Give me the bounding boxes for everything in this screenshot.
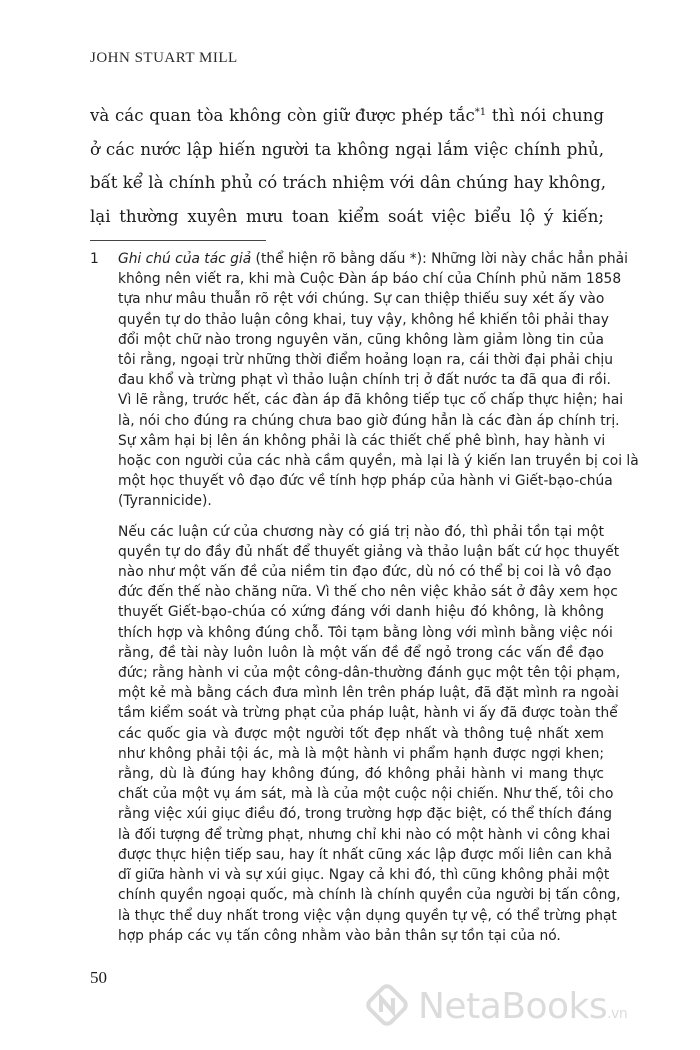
footnote-line: đức đến thế nào chăng nữa. Vì thế cho nên việc khảo sát ở đây xem học [118, 584, 618, 601]
footnote-line: đổi một chữ nào trong nguyên văn, cũng không làm giảm lòng tin của [118, 331, 604, 348]
footnote-line: hợp pháp các vụ tấn công nhằm vào bản thân sự tồn tại của nó. [118, 927, 561, 944]
body-line: bất kể là chính phủ có trách nhiệm với dân chúng hay không, [90, 173, 606, 192]
footnote-paragraph [118, 522, 621, 946]
footnote-line: Nếu các luận cứ của chương này có giá trị nào đó, thì phải tồn tại một [118, 523, 604, 540]
footnote-line: Ghi chú của tác giả (thể hiện rõ bằng dấu *): Những lời này chắc hẳn phải [118, 251, 628, 267]
footnote-line: tựa như mâu thuẫn rõ rệt với chúng. Sự can thiệp thiếu suy xét ấy vào [118, 291, 605, 308]
footnote-line: không nên viết ra, khi mà Cuộc Đàn áp báo chí của Chính phủ năm 1858 [118, 271, 622, 288]
watermark-text: NetaBooks.vn [418, 985, 628, 1027]
footnote-line: quyền tự do đầy đủ nhất để thuyết giảng và thảo luận bất cứ học thuyết [118, 543, 620, 560]
footnote-line: Sự xâm hại bị lên án không phải là các thiết chế phê bình, hay hành vi [118, 432, 606, 449]
footnote-marker: *1 [474, 107, 487, 118]
main-body-text [90, 96, 604, 233]
watermark [364, 978, 694, 1034]
footnote-line: một học thuyết vô đạo đức về tính hợp pháp của hành vi Giết-bạo-chúa [118, 473, 613, 490]
footnote-line: tôi rằng, ngoại trừ những thời điểm hoảng loạn ra, cái thời đại phải chịu [118, 352, 614, 369]
footnote-line: dĩ giữa hành vi và sự xúi giục. Ngay cả khi đó, thì cũng không phải một [118, 867, 610, 884]
footnote-line: một kẻ mà bằng cách đưa mình lên trên pháp luật, đã đặt mình ra ngoài [118, 685, 619, 702]
footnote-line: rằng, đề tài này luôn luôn là một vấn đề để ngỏ trong các vấn đề đạo [118, 644, 604, 661]
footnote-line: rằng việc xúi giục điều đó, trong trường hợp đặc biệt, có thể thích đáng [118, 806, 612, 823]
footnote-italic-lead: Ghi chú của tác giả [118, 251, 252, 267]
footnote-paragraph [118, 249, 639, 512]
body-line: và các quan tòa không còn giữ được phép tắc$^{*1}$ thì nói chung [90, 106, 604, 125]
footnote-line: chất của một vụ ám sát, mà là của một cuộc nội chiến. Như thế, tôi cho [118, 786, 614, 803]
footnote-line: quyền tự do thảo luận công khai, tuy vậy, không hề khiến tôi phải thay [118, 311, 609, 328]
footnote-line: đau khổ và trừng phạt vì thảo luận chính trị ở đất nước ta đã qua đi rồi. [118, 372, 611, 389]
footnote-line: (Tyrannicide). [118, 493, 212, 510]
footnote-number: 1 [90, 251, 99, 267]
footnote-divider [90, 240, 266, 241]
footnote [90, 249, 639, 946]
footnote-line: là đối tượng để trừng phạt, nhưng chỉ khi nào có một hành vi công khai [118, 826, 611, 843]
footnote-line: là thực thể duy nhất trong việc vận dụng quyền tự vệ, có thể trừng phạt [118, 907, 617, 924]
body-line: ở các nước lập hiến người ta không ngại lắm việc chính phủ, [90, 139, 604, 159]
footnote-line: chính quyền ngoại quốc, mà chính là chính quyền của người bị tấn công, [118, 887, 621, 904]
footnote-line: thích hợp và không đúng chỗ. Tôi tạm bằng lòng với mình bằng việc nói [118, 624, 613, 641]
footnote-line: như không phải tội ác, mà là một hành vi phẩm hạnh được ngợi khen; [118, 745, 604, 762]
footnote-line: rằng, dù là đúng hay không đúng, đó không phải hành vi mang thực [118, 766, 604, 783]
footnote-line: là, nói cho đúng ra chúng chưa bao giờ đúng hẳn là các đàn áp chính trị. [118, 412, 620, 429]
running-head: JOHN STUART MILL [90, 50, 238, 66]
body-line: lại thường xuyên mưu toan kiểm soát việc biểu lộ ý kiến; [90, 206, 604, 226]
page-number: 50 [90, 968, 107, 987]
footnote-line: tầm kiểm soát và trừng phạt của pháp luật, hành vi ấy đã được toàn thể [118, 705, 618, 722]
netabooks-logo-icon [364, 982, 412, 1030]
footnote-line: các quốc gia và được một người tốt đẹp nhất và thông tuệ nhất xem [118, 725, 604, 742]
footnote-line: nào như một vấn đề của niềm tin đạo đức, dù nó có thể bị coi là vô đạo [118, 564, 612, 581]
footnote-line: được thực hiện tiếp sau, hay ít nhất cũng xác lập được mối liên can khả [118, 846, 613, 863]
footnote-line: hoặc con người của các nhà cầm quyền, mà lại là ý kiến lan truyền bị coi là [118, 453, 639, 470]
footnote-line: đức; rằng hành vi của một công-dân-thường đánh gục một tên tội phạm, [118, 665, 621, 682]
footnote-line: Vì lẽ rằng, trước hết, các đàn áp đã không tiếp tục cố chấp thực hiện; hai [118, 392, 624, 409]
footnote-line: thuyết Giết-bạo-chúa có xứng đáng với danh hiệu đó không, là không [118, 604, 604, 621]
